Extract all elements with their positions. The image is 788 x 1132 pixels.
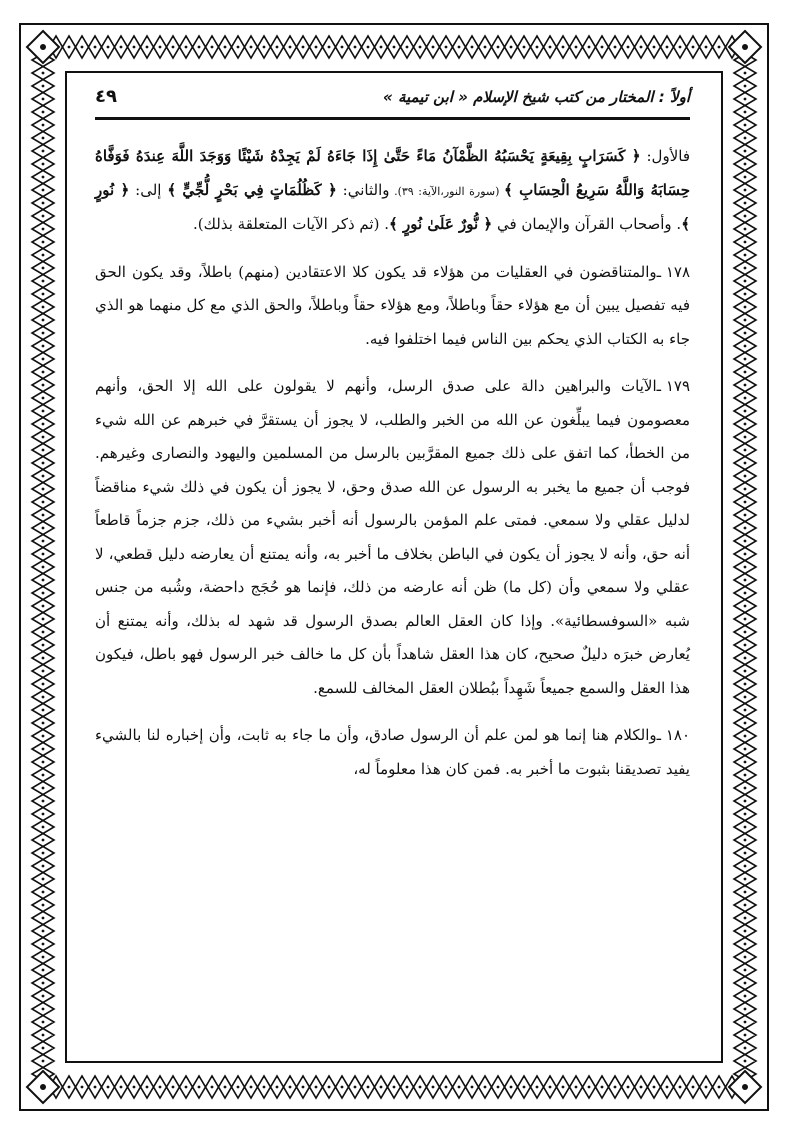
paragraph (95, 719, 690, 786)
body-text (95, 140, 690, 786)
verse-reference: (سورة النور،الآية: ٣٩). (389, 184, 505, 198)
paragraph-text: فالأول: (640, 147, 690, 165)
header-rule (95, 117, 690, 120)
quran-verse: ﴿ كَظُلُمَاتٍ فِي بَحْرٍ لُّجِّيٍّ ﴾ (167, 180, 337, 199)
paragraph-text: . وأصحاب القرآن والإيمان في (492, 215, 682, 233)
running-title: أولاً : المختار من كتب شيخ الإسلام « ابن تيمية » (383, 88, 690, 106)
paragraph-text: والثاني: (336, 180, 390, 199)
quran-verse: ﴿ نُورٍ ﴾ (95, 180, 690, 233)
paragraph-text: إلى: (129, 180, 168, 199)
paragraph-number: ١٧٨ ـ (656, 262, 690, 281)
quran-verse: ﴿ كَسَرَابٍ بِقِيعَةٍ يَحْسَبُهُ الظَّمْآنُ مَاءً حَتَّىٰ إِذَا جَاءَهُ لَمْ يَجِدْهُ شَيْئًا وَوَجَدَ اللَّهَ عِندَهُ فَوَفَّاهُ حِسَابَهُ وَاللَّهُ سَرِيعُ الْحِسَابِ ﴾ (95, 147, 690, 199)
paragraph-text: والمتناقضون في العقليات من هؤلاء قد يكون كلا الاعتقادين (منهم) باطلاً، وقد يكون الحق فيه تفصيل يبين أن مع هؤلاء حقاً وباطلاً، ومع هؤلاء حقاً وباطلاً، والحق الذي مع كل منهما هو الذي جاء به الكتاب الذي يحكم بين الناس فيما اختلفوا فيه. (95, 262, 690, 348)
page-number: ٤٩ (95, 86, 117, 107)
paragraph-number: ١٧٩ ـ (656, 377, 690, 395)
paragraph (95, 370, 690, 705)
paragraph-text: والكلام هنا إنما هو لمن علم أن الرسول صادق، وأن ما جاء به ثابت، وأن إخباره لنا بالشيء يفيد تصديقنا بثبوت ما أخبر به. فمن كان هذا معلوماً له، (95, 726, 690, 778)
quran-verse: ﴿ نُّورٌ عَلَىٰ نُورٍ ﴾ (388, 215, 493, 233)
paragraph (95, 140, 690, 242)
paragraph-number: ١٨٠ ـ (656, 726, 690, 744)
page-header (95, 86, 690, 112)
paragraph-text: . (ثم ذكر الآيات المتعلقة بذلك). (193, 215, 389, 233)
paragraph (95, 256, 690, 357)
paragraph-text: الآيات والبراهين دالة على صدق الرسل، وأنهم لا يقولون على الله إلا الحق، وأنهم معصومون فيما يبلِّغون عن الله من الخبر والطلب، لا يجوز أن يستقرَّ في خبرهم عن الله شيء من الخطأ، كما اتفق على ذلك جميع المقرَّبين بالرسل من المسلمين واليهود والنصارى وغيرهم. فوجب أن جميع ما يخبر به الرسول عن الله صدق وحق، لا يجوز أن يكون في ذلك شيء مناقضاً لدليل عقلي ولا سمعي. فمتى علم المؤمن بالرسول أنه أخبر بشيء من ذلك، جزم جزماً قاطعاً أنه حق، وأنه لا يجوز أن يكون في الباطن بخلاف ما أخبر به، وأنه يمتنع أن يعارضه دليل قطعي، لا عقلي ولا سمعي وأن (كل ما) ظن أنه عارضه من ذلك، فإنما هو حُجَج داحضة، وشُبه من جنس شبه «السوفسطائية». وإذا كان العقل العالم بصدق الرسول قد شهد له بذلك، وأنه يمتنع أن يُعارض خبرَه دليلٌ صحيح، كان هذا العقل شاهداً بأن كل ما خالف خبر الرسول فهو باطل، فيكون هذا العقل والسمع جميعاً شَهِداً ببُطلان العقل المخالف للسمع. (95, 377, 690, 697)
